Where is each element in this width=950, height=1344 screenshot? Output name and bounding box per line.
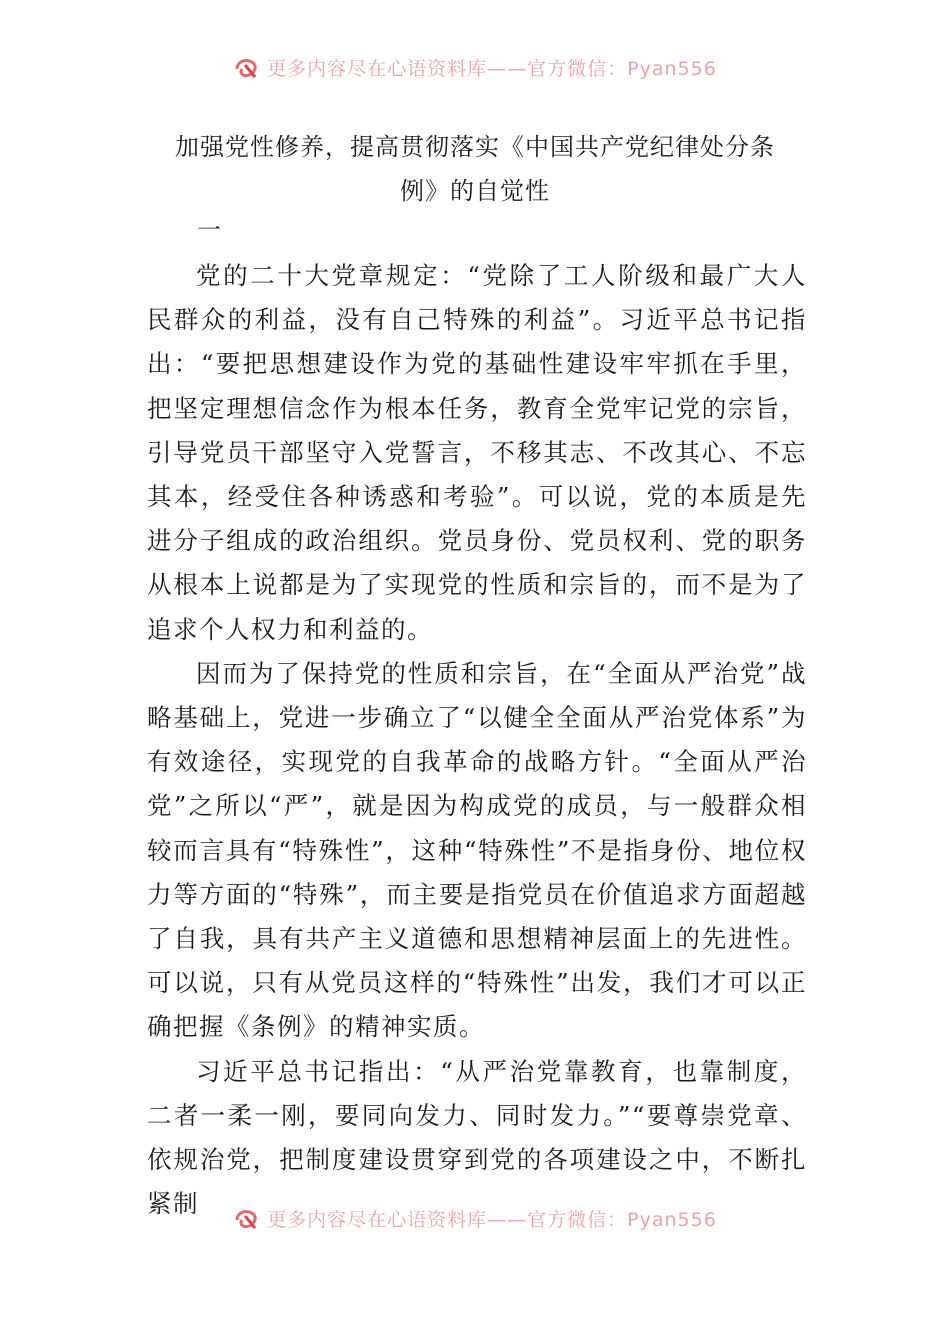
- logo-icon: [233, 56, 261, 81]
- logo-icon: [233, 1207, 261, 1232]
- paragraph-3: 习近平总书记指出：“从严治党靠教育，也靠制度，二者一柔一刚，要同向发力、同时发力。”“要尊崇党章、依规治党，把制度建设贯穿到党的各项建设之中，不断扎紧制: [147, 1056, 807, 1219]
- paragraph-1: 党的二十大党章规定：“党除了工人阶级和最广大人民群众的利益，没有自己特殊的利益”。习近平总书记指出：“要把思想建设作为党的基础性建设牢牢抓在手里，把坚定理想信念作为根本任务，教育全党牢记党的宗旨，引导党员干部坚守入党誓言，不移其志、不改其心、不忘其本，经受住各种诱惑和考验”。可以说，党的本质是先进分子组成的政治组织。党员身份、党员权利、党的职务从根本上说都是为了实现党的性质和宗旨的，而不是为了追求个人权力和利益的。: [147, 261, 807, 644]
- footer-watermark: [0, 1207, 950, 1237]
- paragraph-2: 因而为了保持党的性质和宗旨，在“全面从严治党”战略基础上，党进一步确立了“以健全全面从严治党体系”为有效途径，实现党的自我革命的战略方针。“全面从严治党”之所以“严”，就是因为构成党的成员，与一般群众相较而言具有“特殊性”，这种“特殊性”不是指身份、地位权力等方面的“特殊”，而主要是指党员在价值追求方面超越了自我，具有共产主义道德和思想精神层面上的先进性。可以说，只有从党员这样的“特殊性”出发，我们才可以正确把握《条例》的精神实质。: [147, 658, 807, 1042]
- document-title-line-2: 例》的自觉性: [400, 177, 550, 205]
- document-title-line-1: 加强党性修养，提高贯彻落实《中国共产党纪律处分条: [175, 133, 775, 161]
- header-watermark: [0, 56, 950, 86]
- watermark-text: 更多内容尽在心语资料库——官方微信：Pyan556: [267, 1208, 717, 1231]
- section-number: 一: [197, 216, 221, 244]
- document-body: [147, 254, 807, 1226]
- watermark-text: 更多内容尽在心语资料库——官方微信：Pyan556: [267, 57, 717, 80]
